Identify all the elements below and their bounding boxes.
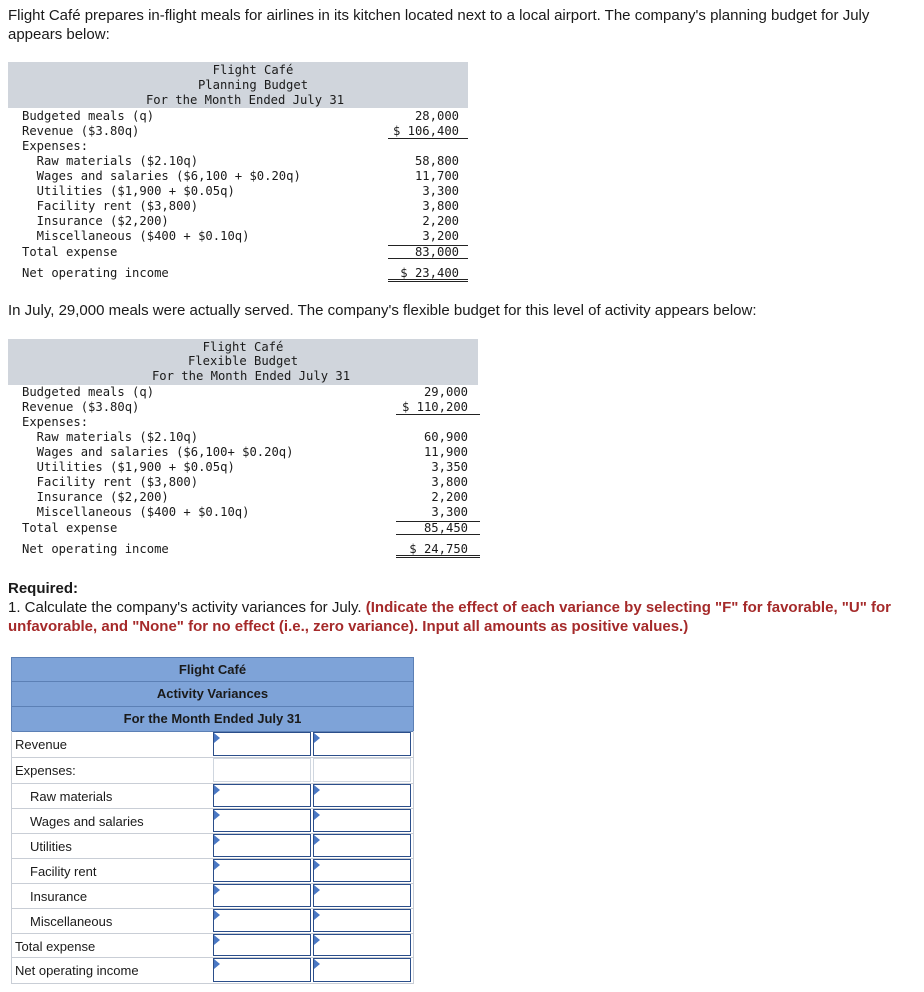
answer-title-company: Flight Café <box>11 657 414 682</box>
planning-title-period: For the Month Ended July 31 <box>145 93 345 107</box>
answer-row-divider <box>11 983 414 984</box>
budget-row-value: 29,000 <box>423 385 468 399</box>
answer-table-border <box>11 731 12 983</box>
budget-row-value: $ 110,200 <box>401 400 468 414</box>
budget-row-label: Facility rent ($3,800) <box>22 475 199 489</box>
answer-row-label: Utilities <box>30 839 72 854</box>
budget-row-label: Insurance ($2,200) <box>22 214 169 228</box>
budget-row-label: Total expense <box>22 521 118 535</box>
budget-row-label: Miscellaneous ($400 + $0.10q) <box>22 229 250 243</box>
budget-row-value: 2,200 <box>422 214 459 228</box>
required-section <box>8 579 920 636</box>
budget-row-label: Miscellaneous ($400 + $0.10q) <box>22 505 250 519</box>
budget-row-label: Expenses: <box>22 139 89 153</box>
variance-amount-input[interactable] <box>213 934 311 956</box>
variance-effect-select[interactable] <box>313 934 411 956</box>
budget-row-label: Insurance ($2,200) <box>22 490 169 504</box>
budget-rule-line <box>396 412 480 415</box>
budget-row-label: Facility rent ($3,800) <box>22 199 199 213</box>
budget-rule-line <box>388 136 468 139</box>
budget-rule-line <box>396 519 480 522</box>
budget-row-value: 28,000 <box>414 109 459 123</box>
dropdown-marker-icon <box>314 785 320 795</box>
dropdown-marker-icon <box>214 733 220 743</box>
answer-table-border <box>413 731 414 983</box>
budget-rule-line <box>388 277 468 282</box>
budget-rule-line <box>388 243 468 246</box>
flexible-title-company: Flight Café <box>202 340 284 354</box>
budget-row-label: Revenue ($3.80q) <box>22 124 140 138</box>
answer-row-label: Miscellaneous <box>30 914 113 929</box>
budget-row-value: 60,900 <box>423 430 468 444</box>
budget-row-label: Budgeted meals (q) <box>22 109 155 123</box>
answer-row-label: Expenses: <box>15 763 76 778</box>
answer-row-label: Raw materials <box>30 789 113 804</box>
budget-row-value: 3,800 <box>422 199 459 213</box>
budget-row-value: 11,700 <box>414 169 459 183</box>
answer-row-label: Wages and salaries <box>30 814 144 829</box>
variance-amount-input[interactable] <box>213 909 311 932</box>
dropdown-marker-icon <box>214 935 220 945</box>
budget-rule-line <box>396 553 480 558</box>
budget-row-value: $ 23,400 <box>400 266 459 280</box>
answer-row-label: Total expense <box>15 939 96 954</box>
variance-amount-input <box>213 758 311 782</box>
variance-effect-select[interactable] <box>313 809 411 832</box>
variance-effect-select[interactable] <box>313 732 411 756</box>
variance-amount-input[interactable] <box>213 732 311 756</box>
budget-row-label: Wages and salaries ($6,100 + $0.20q) <box>22 169 301 183</box>
budget-row-value: 83,000 <box>414 245 459 259</box>
variance-effect-select[interactable] <box>313 958 411 982</box>
dropdown-marker-icon <box>314 810 320 820</box>
budget-row-value: $ 24,750 <box>409 542 468 556</box>
variance-amount-input[interactable] <box>213 859 311 882</box>
planning-title-name: Planning Budget <box>197 78 309 92</box>
required-heading: Required: <box>8 580 79 597</box>
budget-rule-line <box>396 532 480 535</box>
variance-effect-select[interactable] <box>313 859 411 882</box>
dropdown-marker-icon <box>214 835 220 845</box>
budget-row-label: Raw materials ($2.10q) <box>22 430 199 444</box>
intro-text-2: In July, 29,000 meals were actually served. The company's flexible budget for this level of activity appears below: <box>8 302 757 319</box>
activity-variances-table <box>11 657 414 983</box>
dropdown-marker-icon <box>214 910 220 920</box>
dropdown-marker-icon <box>214 885 220 895</box>
answer-title-name: Activity Variances <box>11 681 414 707</box>
flexible-title-period: For the Month Ended July 31 <box>151 369 351 383</box>
answer-row-label: Revenue <box>15 737 68 752</box>
budget-row-label: Net operating income <box>22 266 169 280</box>
budget-row-label: Net operating income <box>22 542 169 556</box>
answer-title-period: For the Month Ended July 31 <box>11 706 414 732</box>
budget-row-value: $ 106,400 <box>392 124 459 138</box>
answer-row-label: Insurance <box>30 889 88 904</box>
budget-row-value: 3,350 <box>431 460 468 474</box>
budget-row-value: 3,300 <box>422 184 459 198</box>
planning-title-company: Flight Café <box>212 63 294 77</box>
variance-amount-input[interactable] <box>213 809 311 832</box>
budget-row-value: 3,200 <box>422 229 459 243</box>
budget-row-label: Utilities ($1,900 + $0.05q) <box>22 184 235 198</box>
budget-row-value: 85,450 <box>423 521 468 535</box>
dropdown-marker-icon <box>314 860 320 870</box>
required-text: 1. Calculate the company's activity variances for July. <box>8 599 362 616</box>
budget-rule-line <box>388 256 468 259</box>
dropdown-marker-icon <box>314 935 320 945</box>
variance-effect-select[interactable] <box>313 909 411 932</box>
budget-row-value: 58,800 <box>414 154 459 168</box>
answer-row-label: Facility rent <box>30 864 97 879</box>
variance-effect-select[interactable] <box>313 834 411 857</box>
budget-row-value: 3,800 <box>431 475 468 489</box>
dropdown-marker-icon <box>314 959 320 969</box>
intro-text: Flight Café prepares in-flight meals for airlines in its kitchen located next to a local airport. The company's planning budget for July appears below: <box>8 7 870 43</box>
dropdown-marker-icon <box>314 885 320 895</box>
dropdown-marker-icon <box>214 810 220 820</box>
dropdown-marker-icon <box>314 733 320 743</box>
variance-amount-input[interactable] <box>213 784 311 807</box>
flexible-title-name: Flexible Budget <box>187 354 299 368</box>
budget-row-value: 2,200 <box>431 490 468 504</box>
variance-effect-select <box>313 758 411 782</box>
budget-row-label: Raw materials ($2.10q) <box>22 154 199 168</box>
budget-row-label: Revenue ($3.80q) <box>22 400 140 414</box>
budget-row-label: Expenses: <box>22 415 89 429</box>
budget-row-value: 11,900 <box>423 445 468 459</box>
variance-amount-input[interactable] <box>213 958 311 982</box>
budget-row-value: 3,300 <box>431 505 468 519</box>
dropdown-marker-icon <box>214 959 220 969</box>
variance-effect-select[interactable] <box>313 884 411 907</box>
dropdown-marker-icon <box>314 835 320 845</box>
required-instruction: (Indicate the effect of each variance by selecting "F" for favorable, "U" for unfavorable, and "None" for no effect (i.e., zero variance). Input all amounts as positive values.) <box>8 599 891 635</box>
budget-row-label: Total expense <box>22 245 118 259</box>
variance-effect-select[interactable] <box>313 784 411 807</box>
budget-row-label: Utilities ($1,900 + $0.05q) <box>22 460 235 474</box>
dropdown-marker-icon <box>214 860 220 870</box>
answer-row-label: Net operating income <box>15 963 139 978</box>
variance-amount-input[interactable] <box>213 834 311 857</box>
dropdown-marker-icon <box>314 910 320 920</box>
budget-row-label: Wages and salaries ($6,100+ $0.20q) <box>22 445 294 459</box>
variance-amount-input[interactable] <box>213 884 311 907</box>
dropdown-marker-icon <box>214 785 220 795</box>
budget-row-label: Budgeted meals (q) <box>22 385 155 399</box>
